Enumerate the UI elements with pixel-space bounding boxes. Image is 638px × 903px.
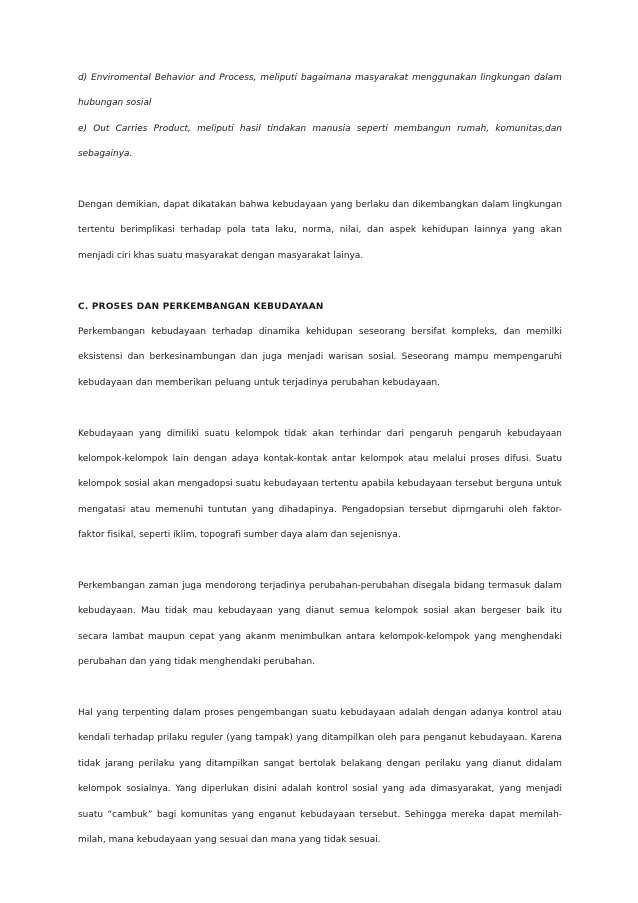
list-item-e: e) Out Carries Product, meliputi hasil tindakan manusia seperti membangun rumah, komunitas,dan sebagainya. [78,123,562,160]
paragraph-gap [78,168,562,193]
document-page [78,66,562,854]
paragraph-gap [78,269,562,294]
paragraph-development: Perkembangan kebudayaan terhadap dinamika kehidupan seseorang bersifat kompleks, dan memilki eksistensi dan berkesinambungan dan juga menjadi warisan sosial. Seseorang mampu mempengaruhi kebudayaan dan memberikan peluang untuk terjadinya perubahan kebudayaan. [78,327,562,388]
paragraph-era-change: Perkembangan zaman juga mendorong terjadinya perubahan-perubahan disegala bidang termasuk dalam kebudayaan. Mau tidak mau kebudayaan yang dianut semua kelompok sosial akan bergeser baik itu secara lambat maupun cepat yang akanm menimbulkan antara kelompok-kelompok yang menghendaki perubahan dan yang tidak menghendaki perubahan. [78,581,562,668]
section-heading: C. PROSES DAN PERKEMBANGAN KEBUDAYAAN [78,301,324,312]
paragraph-diffusion: Kebudayaan yang dimiliki suatu kelompok tidak akan terhindar dari pengaruh pengaruh kebudayaan kelompok-kelompok lain dengan adaya kontak-kontak antar kelompok atau melalui proses difusi. Suatu kelompok sosial akan mengadopsi suatu kebudayaan tertentu apabila kebudayaan tersebut berguna untuk mengatasi atau memenuhi tuntutan yang dihadapinya. Pengadopsian tersebut diprngaruhi oleh faktor-faktor fisikal, seperti iklim, topografi sumber daya alam dan sejenisnya. [78,428,562,541]
paragraph-gap [78,676,562,701]
paragraph-gap [78,549,562,574]
paragraph-social-control: Hal yang terpenting dalam proses pengembangan suatu kebudayaan adalah dengan adanya kontrol atau kendali terhadap prilaku reguler (yang tampak) yang ditampilkan oleh para penganut kebudayaan. Karena tidak jarang perilaku yang ditampilkan sangat bertolak belakang dengan perilaku yang dianut didalam kelompok sosialnya. Yang diperlukan disini adalah kontrol sosial yang ada dimasyarakat, yang menjadi suatu “cambuk” bagi komunitas yang enganut kebudayaan tersebut. Sehingga mereka dapat memilah-milah, mana kebudayaan yang sesuai dan mana yang tidak sesuai. [78,708,562,846]
list-item-d: d) Enviromental Behavior and Process, meliputi bagaimana masyarakat menggunakan lingkungan dalam hubungan sosial [78,73,562,109]
paragraph-conclusion: Dengan demikian, dapat dikatakan bahwa kebudayaan yang berlaku dan dikembangkan dalam lingkungan tertentu berimplikasi terhadap pola tata laku, norma, nilai, dan aspek kehidupan lainnya yang akan menjadi ciri khas suatu masyarakat dengan masyarakat lainya. [78,200,562,261]
paragraph-gap [78,396,562,421]
